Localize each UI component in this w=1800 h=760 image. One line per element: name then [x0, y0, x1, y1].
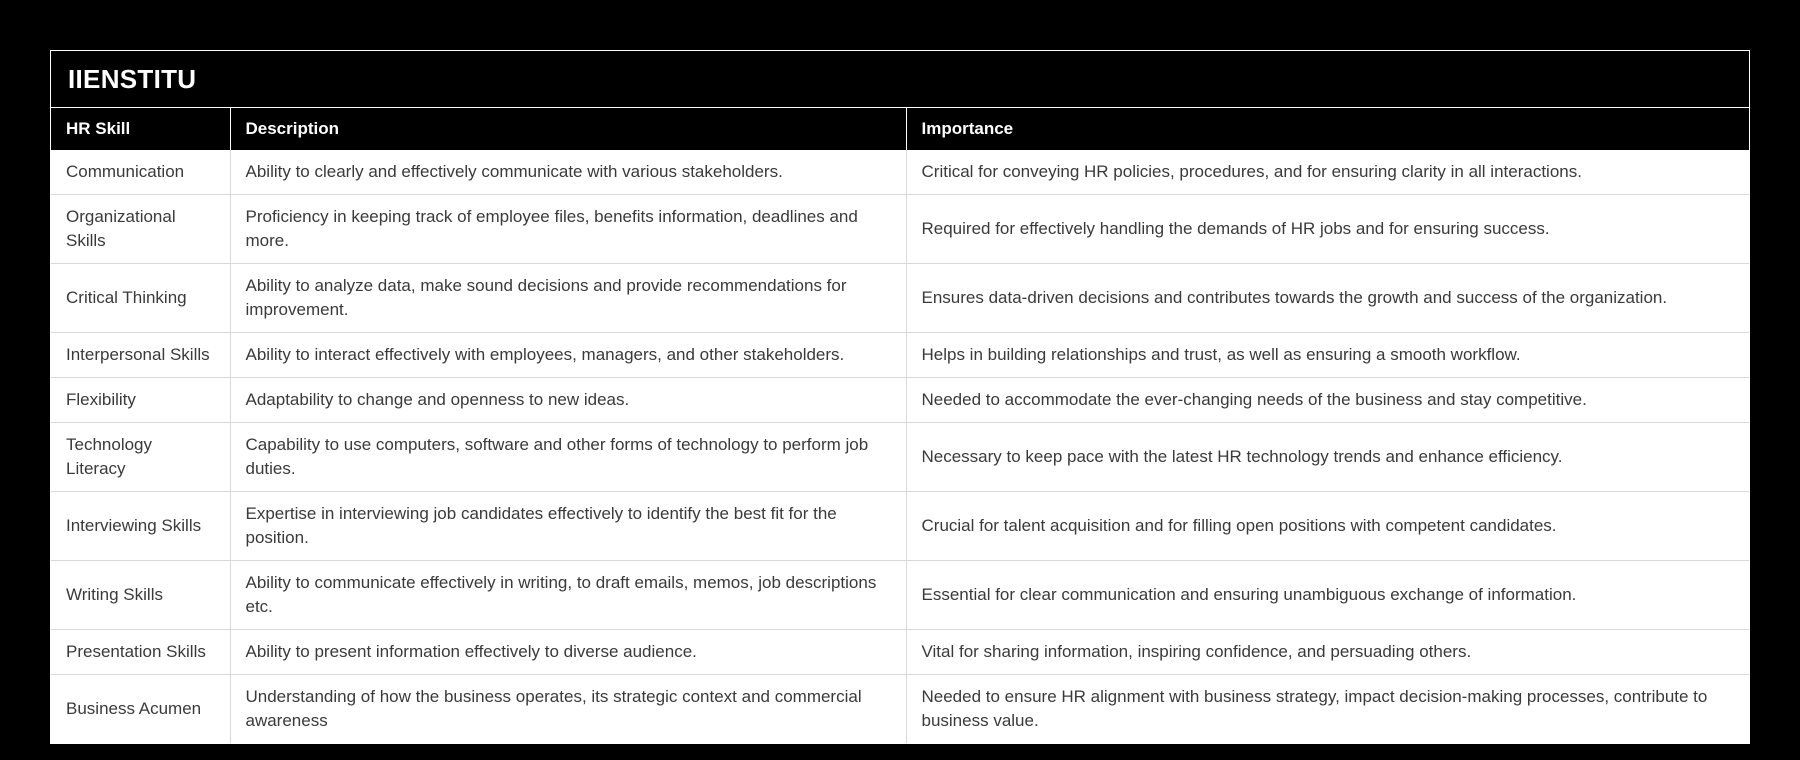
cell-description: Ability to present information effectively to diverse audience. — [230, 630, 906, 675]
column-header-description: Description — [230, 108, 906, 150]
cell-importance: Necessary to keep pace with the latest HR technology trends and enhance efficiency. — [906, 423, 1749, 492]
cell-hr-skill: Communication — [51, 150, 230, 195]
table-row — [51, 195, 1749, 264]
cell-importance: Needed to ensure HR alignment with business strategy, impact decision-making processes, contribute to business value. — [906, 675, 1749, 744]
table-row — [51, 561, 1749, 630]
table-header — [51, 108, 1749, 150]
cell-hr-skill: Writing Skills — [51, 561, 230, 630]
table-row — [51, 675, 1749, 744]
cell-description: Expertise in interviewing job candidates effectively to identify the best fit for the position. — [230, 492, 906, 561]
header-row — [51, 108, 1749, 150]
cell-description: Ability to analyze data, make sound decisions and provide recommendations for improvement. — [230, 264, 906, 333]
cell-hr-skill: Business Acumen — [51, 675, 230, 744]
hr-skills-table-panel — [50, 50, 1750, 744]
cell-hr-skill: Technology Literacy — [51, 423, 230, 492]
table-row — [51, 333, 1749, 378]
cell-description: Capability to use computers, software and other forms of technology to perform job duties. — [230, 423, 906, 492]
cell-hr-skill: Interpersonal Skills — [51, 333, 230, 378]
cell-description: Ability to clearly and effectively communicate with various stakeholders. — [230, 150, 906, 195]
table-row — [51, 378, 1749, 423]
table-row — [51, 492, 1749, 561]
column-header-importance: Importance — [906, 108, 1749, 150]
table-title: IIENSTITU — [51, 51, 1749, 108]
table-row — [51, 264, 1749, 333]
cell-description: Adaptability to change and openness to new ideas. — [230, 378, 906, 423]
cell-description: Understanding of how the business operates, its strategic context and commercial awareness — [230, 675, 906, 744]
cell-importance: Critical for conveying HR policies, procedures, and for ensuring clarity in all interactions. — [906, 150, 1749, 195]
table-row — [51, 630, 1749, 675]
cell-description: Ability to interact effectively with employees, managers, and other stakeholders. — [230, 333, 906, 378]
cell-importance: Crucial for talent acquisition and for filling open positions with competent candidates. — [906, 492, 1749, 561]
cell-importance: Ensures data-driven decisions and contributes towards the growth and success of the organization. — [906, 264, 1749, 333]
cell-hr-skill: Presentation Skills — [51, 630, 230, 675]
cell-hr-skill: Interviewing Skills — [51, 492, 230, 561]
cell-hr-skill: Flexibility — [51, 378, 230, 423]
cell-description: Proficiency in keeping track of employee files, benefits information, deadlines and more. — [230, 195, 906, 264]
cell-importance: Helps in building relationships and trust, as well as ensuring a smooth workflow. — [906, 333, 1749, 378]
cell-importance: Needed to accommodate the ever-changing needs of the business and stay competitive. — [906, 378, 1749, 423]
hr-skills-table — [51, 108, 1749, 743]
cell-hr-skill: Critical Thinking — [51, 264, 230, 333]
table-body — [51, 150, 1749, 743]
cell-importance: Essential for clear communication and ensuring unambiguous exchange of information. — [906, 561, 1749, 630]
column-header-hr-skill: HR Skill — [51, 108, 230, 150]
table-row — [51, 150, 1749, 195]
table-row — [51, 423, 1749, 492]
cell-description: Ability to communicate effectively in writing, to draft emails, memos, job descriptions etc. — [230, 561, 906, 630]
cell-importance: Vital for sharing information, inspiring confidence, and persuading others. — [906, 630, 1749, 675]
cell-importance: Required for effectively handling the demands of HR jobs and for ensuring success. — [906, 195, 1749, 264]
cell-hr-skill: Organizational Skills — [51, 195, 230, 264]
